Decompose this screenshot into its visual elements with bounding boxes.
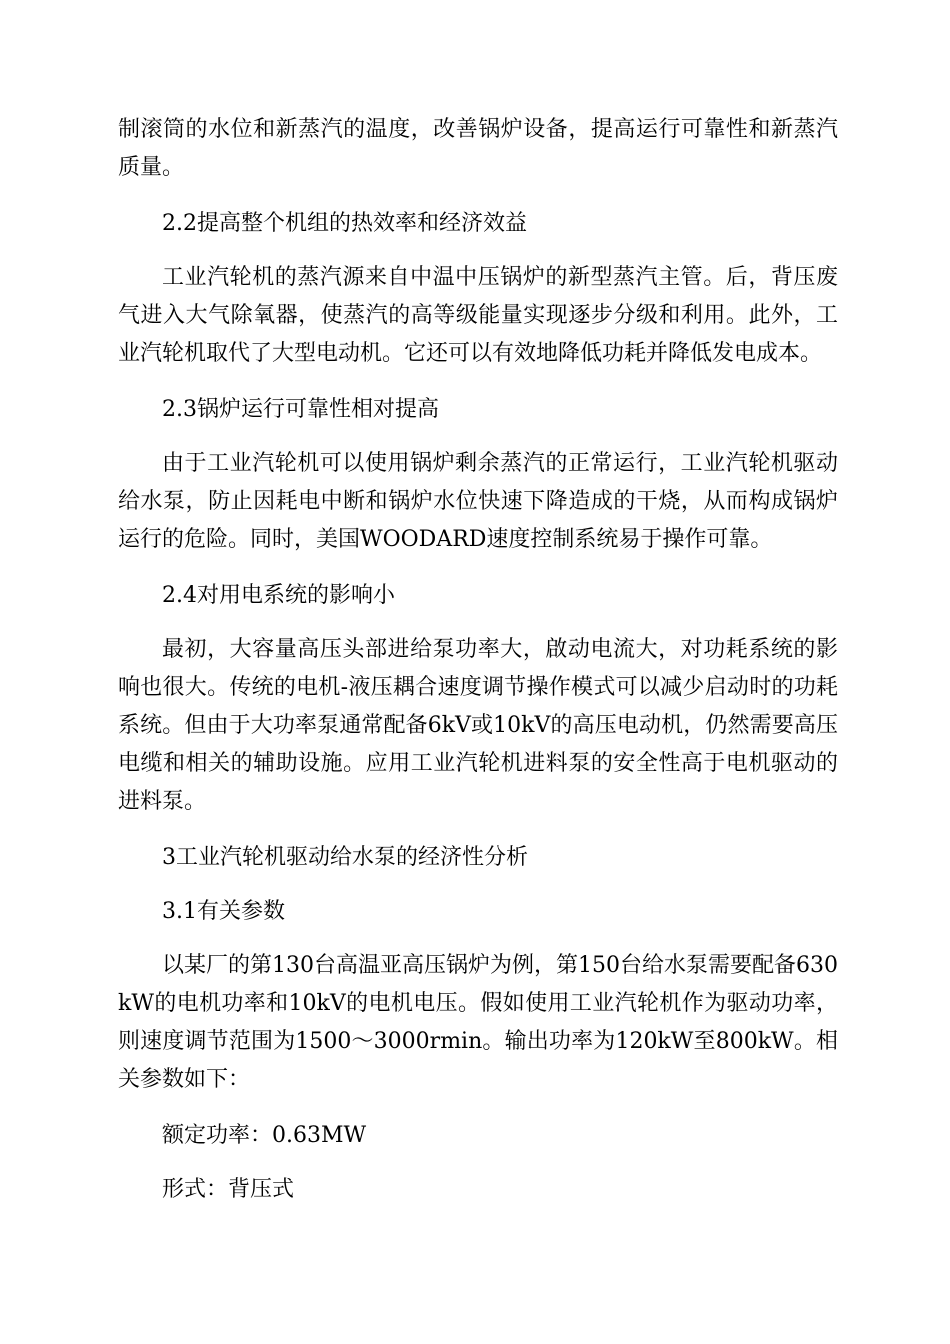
param-rated-power: 额定功率：0.63MW	[162, 1123, 367, 1148]
paragraph-boiler-reliability: 由于工业汽轮机可以使用锅炉剩余蒸汽的正常运行，工业汽轮机驱动给水泵，防止因耗电中断和锅炉水位快速下降造成的干烧，从而构成锅炉运行的危险。同时，美国WOODARD速度控制系统易于操作可靠。	[118, 451, 838, 552]
section-heading-3-1: 3.1有关参数	[162, 899, 285, 924]
section-heading-2-3: 2.3锅炉运行可靠性相对提高	[162, 397, 439, 422]
section-heading-3: 3工业汽轮机驱动给水泵的经济性分析	[162, 845, 528, 870]
section-heading-2-2: 2.2提高整个机组的热效率和经济效益	[162, 211, 527, 236]
paragraph-power-system-impact: 最初，大容量高压头部进给泵功率大，啟动电流大，对功耗系统的影响也很大。传统的电机-液压耦合速度调节操作模式可以减少启动时的功耗系统。但由于大功率泵通常配备6kV或10kV的高压电动机，仍然需要高压电缆和相关的辅助设施。应用工业汽轮机进料泵的安全性高于电机驱动的进料泵。	[118, 637, 838, 814]
document-body	[118, 111, 838, 1225]
paragraph-boiler-improvement: 制滚筒的水位和新蒸汽的温度，改善锅炉设备，提高运行可靠性和新蒸汽质量。	[118, 117, 838, 180]
paragraph-parameters-example: 以某厂的第130台高温亚高压锅炉为例，第150台给水泵需要配备630kW的电机功率和10kV的电机电压。假如使用工业汽轮机作为驱动功率，则速度调节范围为1500～3000rmin。输出功率为120kW至800kW。相关参数如下：	[118, 953, 838, 1092]
section-heading-2-4: 2.4对用电系统的影响小	[162, 583, 395, 608]
paragraph-steam-source: 工业汽轮机的蒸汽源来自中温中压锅炉的新型蒸汽主管。后，背压废气进入大气除氧器，使蒸汽的高等级能量实现逐步分级和利用。此外，工业汽轮机取代了大型电动机。它还可以有效地降低功耗并降低发电成本。	[118, 265, 838, 366]
param-form: 形式：背压式	[162, 1177, 295, 1202]
